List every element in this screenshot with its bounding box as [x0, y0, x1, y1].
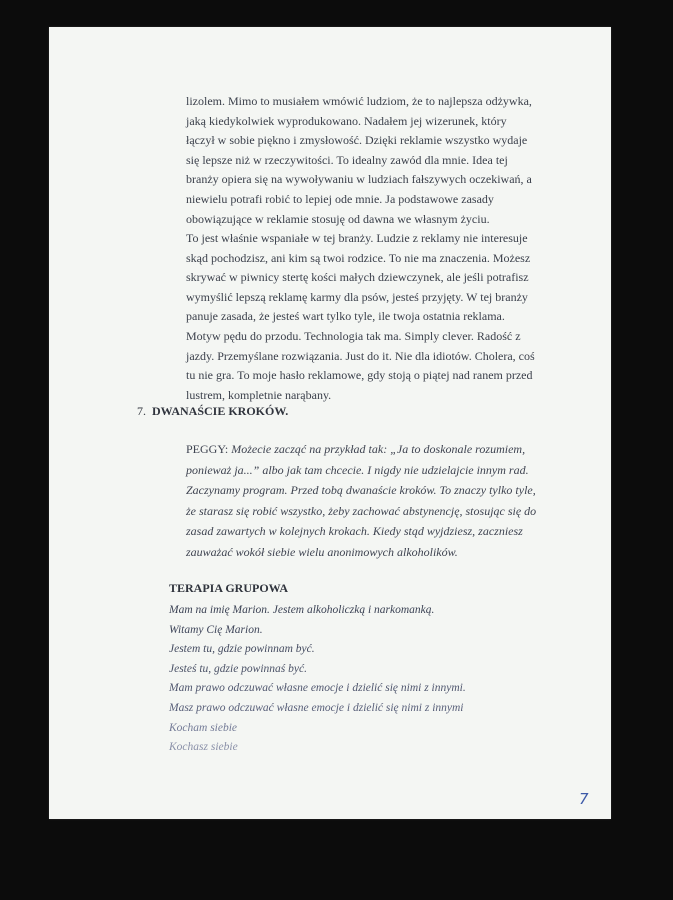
therapy-line: Mam prawo odczuwać własne emocje i dzielić się nimi z innymi. [169, 682, 466, 695]
therapy-line: Masz prawo odczuwać własne emocje i dzielić się nimi z innymi [169, 701, 464, 714]
therapy-heading: TERAPIA GRUPOWA [169, 581, 289, 595]
handwritten-page-number: 7 [579, 790, 589, 808]
speaker-name: PEGGY: [186, 442, 229, 456]
section-number: 7. [137, 404, 146, 418]
therapy-line: Jesteś tu, gdzie powinnaś być. [169, 662, 307, 675]
body-paragraph-1: lizolem. Mimo to musiałem wmówić ludziom, że to najlepsza odżywka, jaką kiedykolwiek wyprodukowano. Nadałem jej wizerunek, który łączył w sobie piękno i zmysłowość. Dzięki reklamie wszystko wydaje się lepsze niż w rzeczywitości. To idealny zawód dla mnie. Idea tej branży opiera się na wywoływaniu w ludziach fałszywych oczekiwań, a niewielu potrafi robić to lepiej ode mnie. Ja podstawowe zasady obowiązujące w reklamie stosuję od dawna we własnym życiu. [186, 94, 532, 226]
section-heading [137, 404, 288, 419]
therapy-line: Kochasz siebie [169, 741, 238, 754]
therapy-line: Witamy Cię Marion. [169, 623, 263, 636]
dialogue-quote [186, 439, 548, 563]
therapy-lines [169, 601, 499, 758]
therapy-line: Mam na imię Marion. Jestem alkoholiczką i narkomanką. [169, 604, 435, 616]
body-paragraph-2: To jest właśnie wspaniałe w tej branży. Ludzie z reklamy nie interesuje skąd pochodzisz, ani kim są twoi rodzice. To nie ma znaczenia. Możesz skrywać w piwnicy stertę kości małych dziewczynek, ale jeśli potrafisz wymyślić lepszą reklamę karmy dla psów, jesteś przyjęty. W tej branży panuje zasada, że jesteś wart tylko tyle, ile twoja ostatnia reklama. Motyw pędu do przodu. Technologia tak ma. Simply clever. Radość z jazdy. Przemyślane rozwiązania. Just do it. Nie dla idiotów. Cholera, coś tu nie gra. To moje hasło reklamowe, gdy stoją o piątej nad ranem przed lustrem, kompletnie narąbany. [186, 231, 535, 402]
quote-text: Możecie zacząć na przykład tak: „Ja to doskonale rozumiem, ponieważ ja...” albo jak tam chcecie. I nigdy nie udzielajcie innym rad. Zaczynamy program. Przed tobą dwanaście kroków. To znaczy tylko tyle, że starasz się robić wszystko, żeby zachować abstynencję, stosując się do zasad zawartych w kolejnych krokach. Kiedy stąd wyjdziesz, zaczniesz zauważać wokół siebie wielu anonimowych alkoholików. [186, 442, 537, 559]
therapy-line: Kocham siebie [169, 721, 238, 734]
section-title: DWANAŚCIE KROKÓW. [152, 404, 289, 418]
therapy-line: Jestem tu, gdzie powinnam być. [169, 643, 315, 656]
document-page [49, 27, 611, 819]
